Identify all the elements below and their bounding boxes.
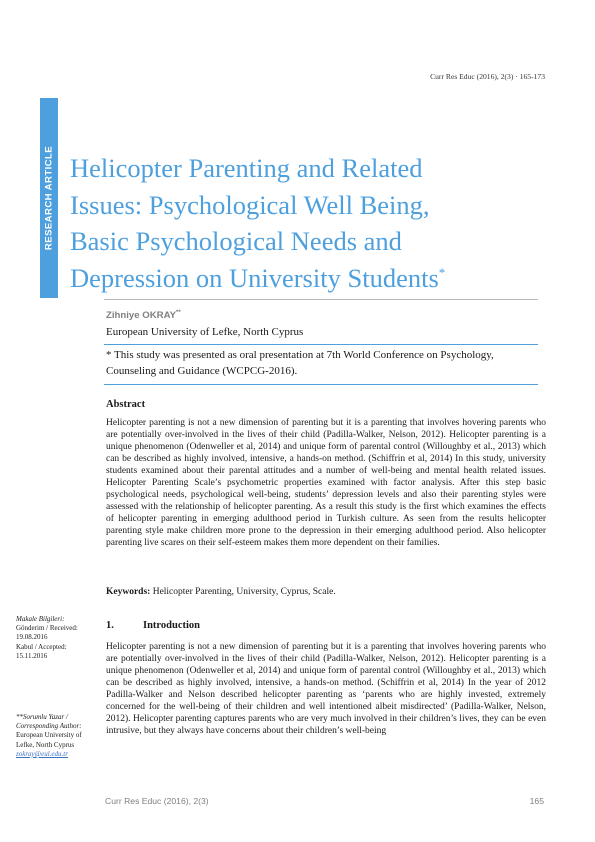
keywords <box>106 587 546 597</box>
corresponding-author-title: Corresponding Author: <box>16 722 82 731</box>
author-name <box>106 310 181 321</box>
corresponding-author-line: European University of <box>16 731 82 740</box>
divider <box>104 344 538 345</box>
article-info-note <box>16 615 102 661</box>
article-info-line: 15.11.2016 <box>16 651 48 660</box>
author-affiliation: European University of Lefke, North Cyprus <box>106 326 304 338</box>
article-info-line: Kabul / Accepted: <box>16 642 67 651</box>
section-title: Introduction <box>143 620 200 631</box>
article-title <box>70 150 550 296</box>
introduction-text: Helicopter parenting is not a new dimension of parenting but it is a parenting that involves hovering parents who are potentially over-involved in the lives of their child (Padilla-Walker, Nelson, 2012). Helicopter parenting is a unique phenomenon (Odenweller et al, 2014) and unique form of parental control (Willoughby et al., 2013) which can be described as highly involved, intensive, a hands-on method. (Schiffrin et al, 2014) In the year of 2012 Padilla-Walker and Nelson described helicopter parenting as ‘parents who are highly invested, extremely concerned for the well-being of their children and well intentioned albeit misdirected’ (Padilla-Walker, Nelson, 2012). Helicopter parenting captures parents who are very much involved in their children’s lives, they can be even intrusive, but they always have concerns about their children’s well-being <box>106 642 546 737</box>
title-line <box>70 260 550 297</box>
divider <box>104 299 538 300</box>
corresponding-author-line: Lefke, North Cyprus <box>16 740 75 749</box>
footer-journal-ref: Curr Res Educ (2016), 2(3) <box>105 796 209 806</box>
author-footnote-mark: ** <box>176 309 181 316</box>
corresponding-author-note <box>16 713 102 759</box>
page-number: 165 <box>529 796 544 806</box>
corresponding-author-title: **Sorumlu Yazar / <box>16 713 68 721</box>
presentation-note: * This study was presented as oral presentation at 7th World Conference on Psychology, Counseling and Guidance (WCPCG-2016). <box>106 349 494 377</box>
article-info-line: Gönderim / Received: <box>16 624 78 633</box>
author-email-link[interactable]: zokray@eul.edu.tr <box>16 749 68 758</box>
article-info-title: Makale Bilgileri: <box>16 615 65 623</box>
keywords-list: Helicopter Parenting, University, Cyprus, Scale. <box>150 587 336 597</box>
keywords-label: Keywords: <box>106 587 151 597</box>
abstract-heading: Abstract <box>106 399 146 410</box>
divider <box>104 384 538 385</box>
journal-reference: Curr Res Educ (2016), 2(3) · 165-173 <box>430 72 545 81</box>
abstract-text: Helicopter parenting is not a new dimension of parenting but it is a parenting that involves hovering parents who are potentially over-involved in the lives of their child (Padilla-Walker, Nelson, 2012). Helicopter parenting is a unique phenomenon (Odenweller et al, 2014) and unique form of parental control (Willoughby et al., 2013) which can be described as highly involved, intensive, a hands-on method. (Schiffrin et al, 2014) In this study, university students examined about their parental attitudes and a number of well-being and mental health related issues. Helicopter Parenting Scale’s psychometric properties examined with factor analysis. After this step basic psychological needs, psychological well-being, students’ depression levels and also their parenting styles were assessed with the relationship of helicopter parenting. As a result this study is the first which examines the effects of helicopter parenting in emerging adulthood period in Turkish culture. As seen from the results helicopter parenting style make children more prone to the depression in their emerging adulthood period. Also helicopter parenting live scares on their self-esteem makes them more dependent on their families. <box>106 418 546 549</box>
section-heading-introduction <box>106 620 200 631</box>
title-footnote-mark: * <box>438 264 446 280</box>
title-line: Helicopter Parenting and Related <box>70 153 423 183</box>
section-number: 1. <box>106 620 114 631</box>
article-info-line: 19.08.2016 <box>16 633 48 642</box>
side-banner-text <box>40 98 58 298</box>
author-name-text: Zihniye OKRAY <box>106 310 177 321</box>
side-banner-label: RESEARCH ARTICLE <box>43 145 55 251</box>
title-line: Basic Psychological Needs and <box>70 226 402 256</box>
title-line-text: Depression on University Students <box>70 262 439 293</box>
title-line: Issues: Psychological Well Being, <box>70 189 430 220</box>
